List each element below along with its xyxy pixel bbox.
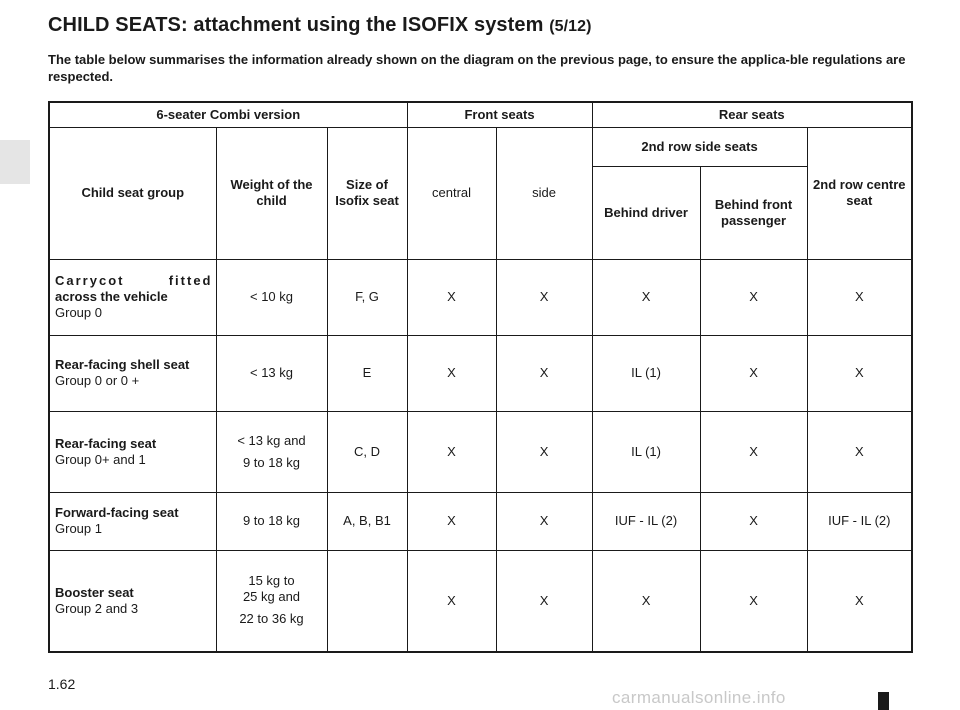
table-row — [49, 550, 912, 652]
rear-centre-cell: X — [807, 550, 912, 652]
rear-centre-cell: IUF - IL (2) — [807, 492, 912, 550]
front-side-cell: X — [496, 259, 592, 335]
group-name: Booster seat — [55, 584, 134, 600]
group-name-word: fitted — [168, 273, 213, 288]
group-name: Rear-facing shell seat — [55, 357, 190, 372]
front-central-cell: X — [407, 411, 496, 492]
size-cell — [327, 550, 407, 652]
front-side-cell: X — [496, 411, 592, 492]
behind-driver-cell: X — [592, 259, 700, 335]
behind-passenger-cell: X — [700, 411, 807, 492]
header-child-seat-group: Child seat group — [49, 127, 216, 259]
table-top-header-row — [49, 102, 912, 127]
group-name: Forward-facing seat — [55, 505, 179, 520]
size-cell: E — [327, 335, 407, 411]
page-title — [48, 14, 592, 37]
header-version: 6-seater Combi version — [49, 102, 407, 127]
size-cell: A, B, B1 — [327, 492, 407, 550]
weight-line: < 13 kg and — [237, 432, 306, 448]
front-side-cell: X — [496, 492, 592, 550]
table-row — [49, 492, 912, 550]
isofix-table — [48, 101, 913, 653]
front-central-cell: X — [407, 335, 496, 411]
front-central-cell: X — [407, 492, 496, 550]
intro-text: The table below summarises the information already shown on the diagram on the previous page, to ensure the applica-ble regulations are respected. — [48, 52, 906, 84]
behind-driver-cell: IL (1) — [592, 411, 700, 492]
header-second-row-centre: 2nd row centre seat — [807, 127, 912, 259]
front-side-cell: X — [496, 335, 592, 411]
title-part: (5/12) — [549, 18, 592, 35]
group-name — [55, 273, 213, 289]
header-side: side — [496, 127, 592, 259]
group-cell — [49, 411, 216, 492]
weight-cell: 9 to 18 kg — [216, 492, 327, 550]
table-header-row — [49, 127, 912, 166]
header-second-row-side: 2nd row side seats — [592, 127, 807, 166]
group-name-line2: across the vehicle — [55, 289, 168, 304]
header-weight: Weight of the child — [216, 127, 327, 259]
group-cell — [49, 259, 216, 335]
behind-passenger-cell: X — [700, 335, 807, 411]
weight-line: 9 to 18 kg — [242, 454, 301, 470]
weight-cell — [216, 550, 327, 652]
header-behind-driver: Behind driver — [592, 166, 700, 259]
weight-cell — [216, 411, 327, 492]
behind-passenger-cell: X — [700, 550, 807, 652]
group-cell — [49, 335, 216, 411]
page-number: 1.62 — [48, 676, 76, 692]
rear-centre-cell: X — [807, 259, 912, 335]
group-cell — [49, 492, 216, 550]
behind-driver-cell: X — [592, 550, 700, 652]
behind-driver-cell: IL (1) — [592, 335, 700, 411]
header-behind-front-passenger: Behind front passenger — [700, 166, 807, 259]
group-label: Group 2 and 3 — [55, 600, 139, 616]
group-label: Group 0+ and 1 — [55, 451, 146, 467]
group-label: Group 0 — [55, 305, 102, 320]
table-row — [49, 259, 912, 335]
behind-passenger-cell: X — [700, 259, 807, 335]
weight-cell: < 13 kg — [216, 335, 327, 411]
rear-centre-cell: X — [807, 411, 912, 492]
rear-centre-cell: X — [807, 335, 912, 411]
group-label: Group 0 or 0 + — [55, 373, 140, 388]
behind-driver-cell: IUF - IL (2) — [592, 492, 700, 550]
weight-line: 15 kg to 25 kg and — [242, 572, 301, 604]
weight-cell: < 10 kg — [216, 259, 327, 335]
front-side-cell: X — [496, 550, 592, 652]
watermark-text: carmanualsonline.info — [612, 688, 786, 707]
title-text: CHILD SEATS: attachment using the ISOFIX system — [48, 14, 544, 36]
corner-mark — [878, 692, 889, 710]
header-rear-seats: Rear seats — [592, 102, 912, 127]
header-central: central — [407, 127, 496, 259]
size-cell: F, G — [327, 259, 407, 335]
group-name-word: Carrycot — [55, 273, 125, 288]
behind-passenger-cell: X — [700, 492, 807, 550]
header-front-seats: Front seats — [407, 102, 592, 127]
table-row — [49, 411, 912, 492]
group-cell — [49, 550, 216, 652]
front-central-cell: X — [407, 259, 496, 335]
table-row — [49, 335, 912, 411]
front-central-cell: X — [407, 550, 496, 652]
header-isofix-size: Size of Isofix seat — [327, 127, 407, 259]
size-cell: C, D — [327, 411, 407, 492]
group-name: Rear-facing seat — [55, 435, 157, 451]
group-label: Group 1 — [55, 521, 102, 536]
section-tab — [0, 140, 30, 184]
weight-line: 22 to 36 kg — [239, 610, 304, 626]
